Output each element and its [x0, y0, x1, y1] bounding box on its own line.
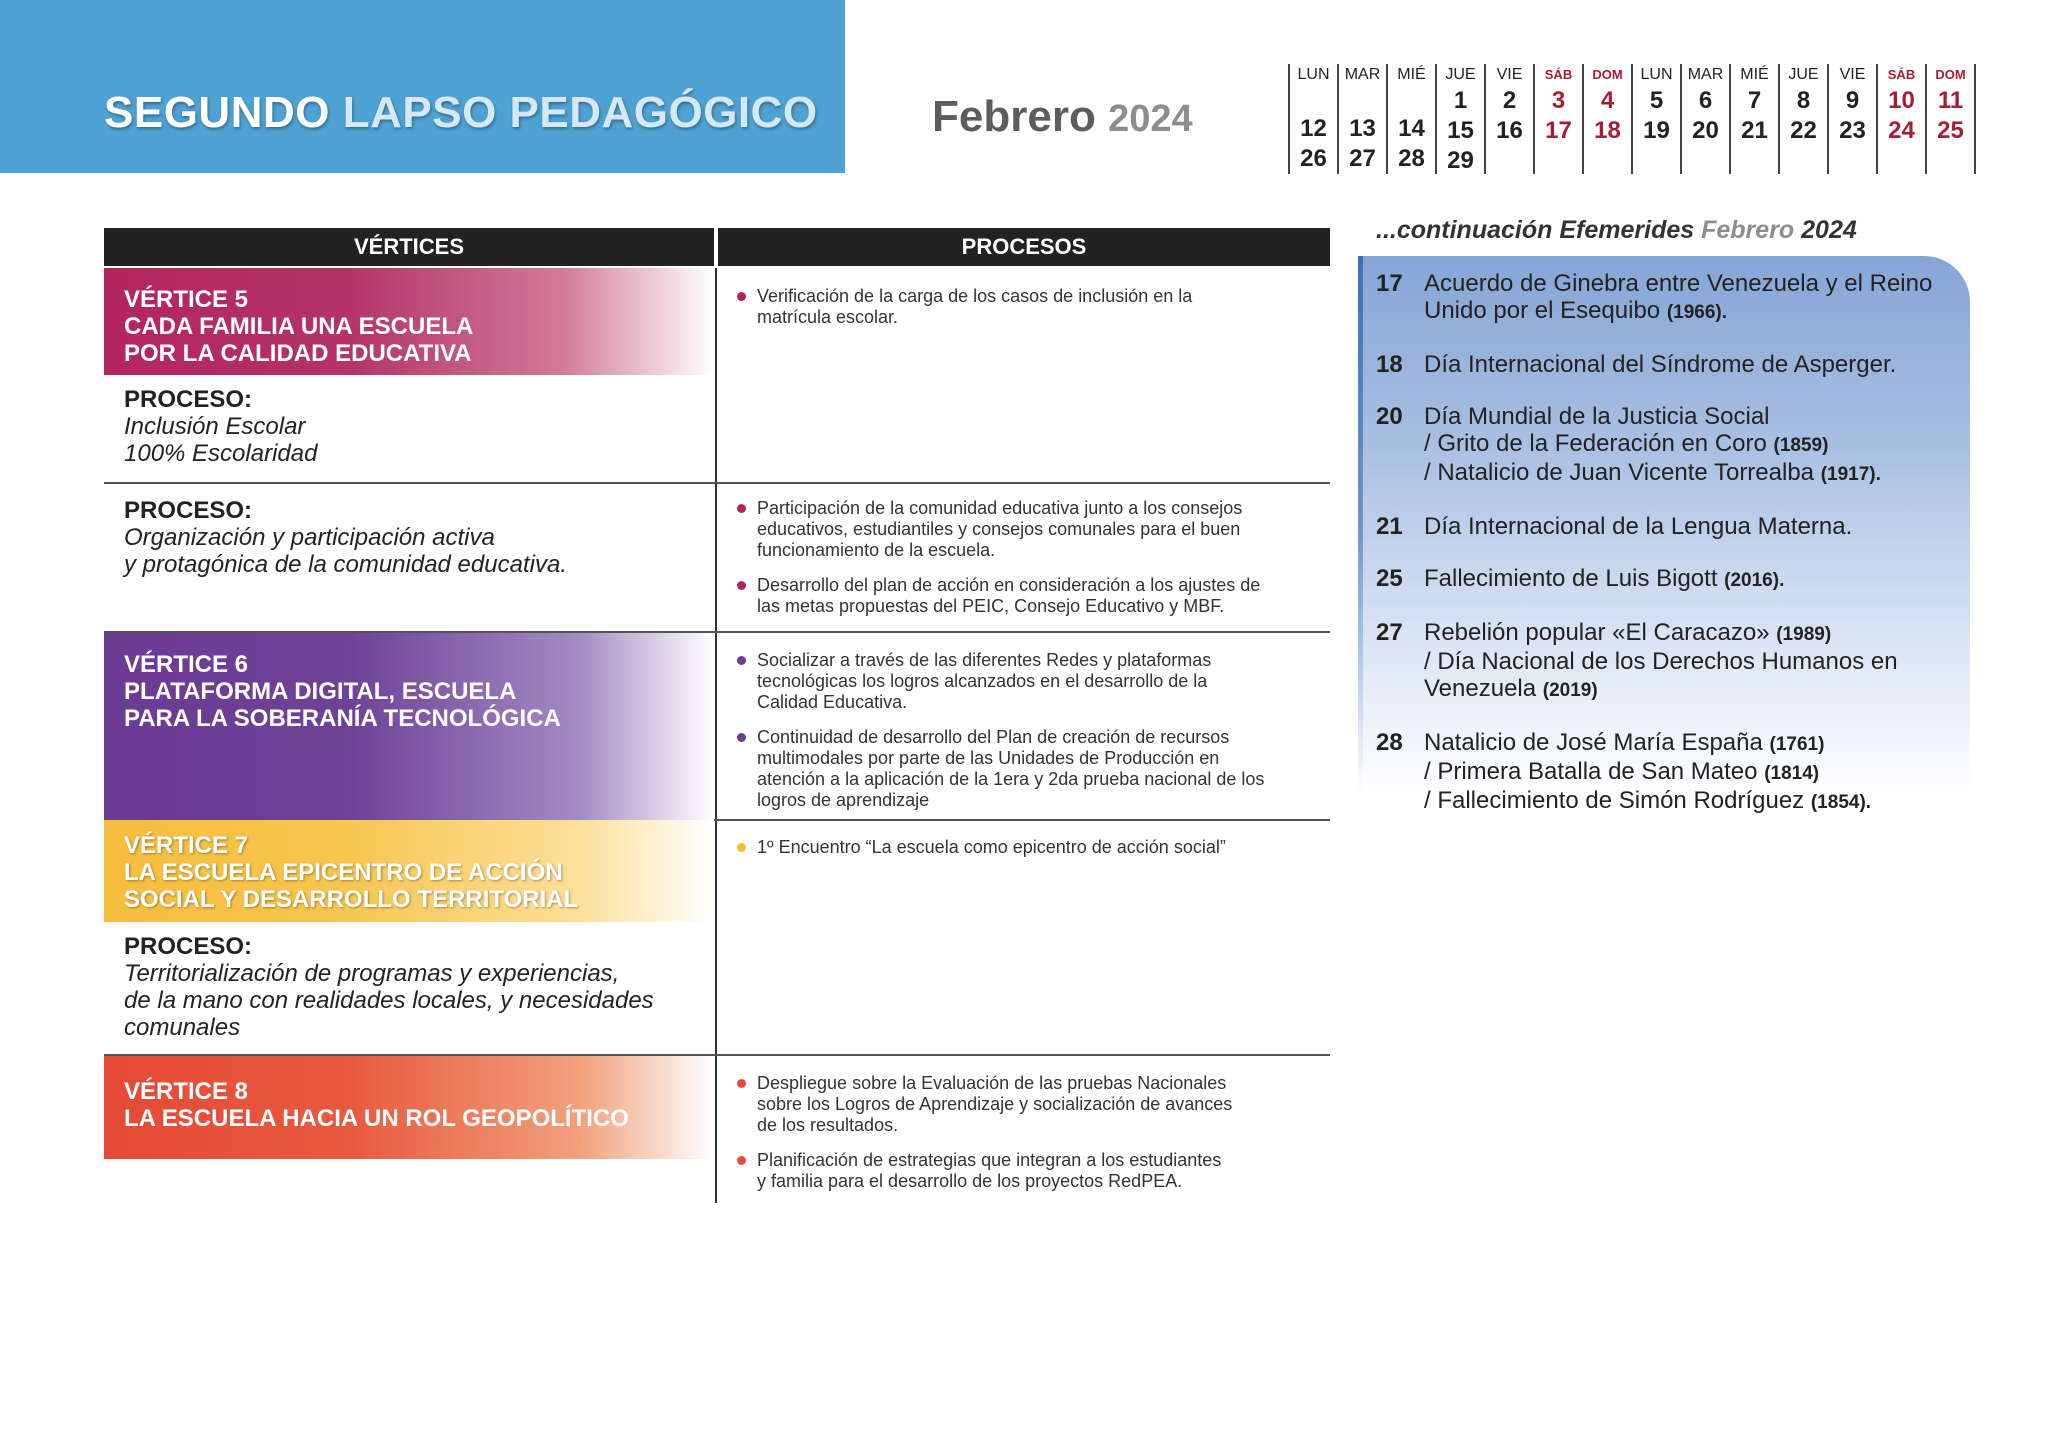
bullet-icon	[737, 504, 746, 513]
calendar-column	[1386, 64, 1435, 174]
proceso-item-line: Participación de la comunidad educativa junto a los consejos	[757, 498, 1243, 518]
calendar-date: 16	[1496, 117, 1523, 144]
calendar-date: 2	[1502, 87, 1517, 114]
proceso-inclusion	[124, 386, 684, 467]
calendar-weekday: DOM	[1935, 67, 1966, 82]
calendar-weekday: MAR	[1344, 66, 1381, 83]
efemeride-year: (1854).	[1810, 792, 1872, 813]
efemeride-entry	[1376, 565, 1966, 594]
calendar-date: 15	[1447, 117, 1474, 144]
proceso-item-line: Socializar a través de las diferentes Redes y plataformas	[757, 650, 1212, 670]
efemeride-line	[1424, 787, 1966, 816]
efemeride-entry	[1376, 403, 1966, 488]
calendar-date: 20	[1692, 117, 1719, 144]
calendar-column	[1288, 64, 1337, 174]
proceso-item-line: matrícula escolar.	[757, 307, 899, 327]
calendar-date: 13	[1349, 115, 1376, 142]
procesos-cell	[735, 498, 1310, 631]
efemeride-text: / Fallecimiento de Simón Rodríguez	[1424, 787, 1805, 814]
vertice-5-title: VÉRTICE 5	[124, 286, 249, 313]
proceso-item-line: Planificación de estrategias que integran a los estudiantes	[757, 1150, 1222, 1170]
proceso-item	[735, 1150, 1310, 1192]
proceso-line: Organización y participación activa	[124, 524, 495, 551]
calendar-column	[1435, 64, 1484, 174]
proceso-line: de la mano con realidades locales, y necesidades	[124, 987, 654, 1014]
efemeride-line	[1424, 351, 1966, 378]
calendar-weekday: MIÉ	[1397, 66, 1426, 83]
calendar-column	[1533, 64, 1582, 174]
calendar-column	[1925, 64, 1976, 174]
calendar-date: 4	[1600, 87, 1615, 114]
page-title	[104, 88, 818, 138]
proceso-item-line: Despliegue sobre la Evaluación de las pruebas Nacionales	[757, 1073, 1227, 1093]
proceso-label: PROCESO:	[124, 386, 253, 413]
efemerides-list	[1376, 270, 1966, 841]
calendar-date: 26	[1300, 145, 1327, 172]
calendar-date: 8	[1796, 87, 1811, 114]
calendar-date: 21	[1741, 117, 1768, 144]
calendar-column	[1337, 64, 1386, 174]
calendar-weekday: MAR	[1687, 66, 1724, 83]
efemeride-line	[1424, 459, 1966, 488]
calendar-weekday: LUN	[1640, 66, 1673, 83]
efemeride-text: / Primera Batalla de San Mateo	[1424, 758, 1758, 785]
header-band	[0, 0, 845, 173]
calendar-weekday: VIE	[1496, 66, 1523, 83]
vertice-7-line1: LA ESCUELA EPICENTRO DE ACCIÓN	[124, 859, 563, 886]
proceso-label: PROCESO:	[124, 933, 253, 960]
proceso-line: Inclusión Escolar	[124, 413, 306, 440]
calendar-date: 7	[1747, 87, 1762, 114]
efemerides-prefix: ...continuación	[1376, 216, 1553, 244]
proceso-item-line: 1º Encuentro “La escuela como epicentro de acción social”	[757, 837, 1226, 857]
bullet-icon	[737, 1079, 746, 1088]
vertice-8-band	[104, 1056, 714, 1159]
efemeride-day: 21	[1376, 513, 1403, 540]
efemeride-line	[1424, 729, 1966, 758]
calendar-date: 1	[1453, 87, 1468, 114]
efemeride-text: Día Mundial de la Justicia Social	[1424, 403, 1770, 430]
calendar-date: 5	[1649, 87, 1664, 114]
proceso-item-line: Calidad Educativa.	[757, 692, 908, 712]
efemeride-year: (1989)	[1776, 624, 1832, 645]
proceso-item-line: tecnológicas los logros alcanzados en el desarrollo de la	[757, 671, 1208, 691]
calendar-date: 10	[1888, 87, 1915, 114]
calendar-date: 29	[1447, 147, 1474, 174]
calendar-date: 14	[1398, 115, 1425, 142]
proceso-item-line: de los resultados.	[757, 1115, 899, 1135]
calendar-column	[1582, 64, 1631, 174]
calendar-column	[1631, 64, 1680, 174]
calendar-weekday: SÁB	[1887, 67, 1916, 82]
efemerides-year: 2024	[1801, 216, 1857, 244]
efemeride-year: (1859)	[1773, 435, 1829, 456]
mini-calendar	[1288, 64, 1976, 174]
efemeride-text: Día Internacional de la Lengua Materna.	[1424, 513, 1853, 540]
efemeride-day: 27	[1376, 619, 1403, 646]
month-title	[932, 92, 1193, 142]
column-header-vertices: VÉRTICES	[104, 228, 714, 266]
bullet-icon	[737, 292, 746, 301]
efemeride-text: / Día Nacional de los Derechos Humanos en	[1424, 648, 1898, 675]
efemeride-day: 18	[1376, 351, 1403, 378]
calendar-date: 23	[1839, 117, 1866, 144]
efemeride-year: (2019)	[1542, 680, 1598, 701]
efemeride-text: Venezuela	[1424, 675, 1537, 702]
proceso-item	[735, 286, 1310, 328]
proceso-item	[735, 498, 1310, 561]
proceso-item-line: sobre los Logros de Aprendizaje y socialización de avances	[757, 1094, 1233, 1114]
calendar-date: 9	[1845, 87, 1860, 114]
proceso-line: y protagónica de la comunidad educativa.	[124, 551, 567, 578]
proceso-item-line: educativos, estudiantiles y consejos comunales para el buen	[757, 519, 1241, 539]
calendar-date: 3	[1551, 87, 1566, 114]
efemerides-month: Febrero	[1701, 216, 1795, 244]
vertice-7-line2: SOCIAL Y DESARROLLO TERRITORIAL	[124, 886, 579, 913]
procesos-cell	[735, 837, 1310, 872]
calendar-date: 11	[1937, 87, 1964, 114]
vertice-5-band	[104, 268, 714, 375]
calendar-weekday: MIÉ	[1740, 66, 1769, 83]
efemeride-day: 17	[1376, 270, 1403, 297]
efemeride-line	[1424, 297, 1966, 326]
efemeride-year: (1966).	[1666, 302, 1728, 323]
efemeride-day: 28	[1376, 729, 1403, 756]
efemeride-year: (1917).	[1820, 464, 1881, 485]
vertice-6-band	[104, 633, 714, 820]
efemeride-text: Rebelión popular «El Caracazo»	[1424, 619, 1770, 646]
calendar-weekday: SÁB	[1544, 67, 1573, 82]
proceso-item-line: las metas propuestas del PEIC, Consejo Educativo y MBF.	[757, 596, 1225, 616]
efemeride-line	[1424, 758, 1966, 787]
efemerides-word: Efemerides	[1559, 216, 1695, 244]
procesos-cell	[735, 650, 1310, 825]
calendar-column	[1778, 64, 1827, 174]
proceso-item-line: Continuidad de desarrollo del Plan de creación de recursos	[757, 727, 1230, 747]
proceso-item	[735, 650, 1310, 713]
proceso-organizacion	[124, 497, 684, 578]
vertice-7-title: VÉRTICE 7	[124, 832, 249, 859]
table-column-divider	[715, 268, 717, 1203]
efemeride-entry	[1376, 619, 1966, 704]
month-name: Febrero	[932, 92, 1096, 141]
calendar-date: 6	[1698, 87, 1713, 114]
efemeride-entry	[1376, 351, 1966, 378]
calendar-date: 12	[1300, 115, 1327, 142]
efemeride-text: Fallecimiento de Luis Bigott	[1424, 565, 1718, 592]
page-title-part1: SEGUNDO	[104, 88, 330, 137]
efemeride-text: / Natalicio de Juan Vicente Torrealba	[1424, 459, 1815, 486]
proceso-item	[735, 575, 1310, 617]
efemeride-entry	[1376, 513, 1966, 540]
efemeride-line	[1424, 648, 1966, 675]
efemeride-line	[1424, 565, 1966, 594]
vertice-5-line2: POR LA CALIDAD EDUCATIVA	[124, 340, 472, 367]
calendar-weekday: JUE	[1788, 66, 1819, 83]
calendar-column	[1729, 64, 1778, 174]
calendar-date: 22	[1790, 117, 1817, 144]
efemeride-line	[1424, 619, 1966, 648]
calendar-date: 17	[1545, 117, 1572, 144]
efemeride-text: Natalicio de José María España	[1424, 729, 1763, 756]
proceso-line: Territorialización de programas y experiencias,	[124, 960, 620, 987]
proceso-line: comunales	[124, 1014, 241, 1041]
vertice-6-line1: PLATAFORMA DIGITAL, ESCUELA	[124, 678, 517, 705]
efemeride-line	[1424, 675, 1966, 704]
bullet-icon	[737, 1156, 746, 1165]
efemeride-text: Acuerdo de Ginebra entre Venezuela y el Reino	[1424, 270, 1933, 297]
proceso-label: PROCESO:	[124, 497, 253, 524]
bullet-icon	[737, 581, 746, 590]
efemeride-day: 20	[1376, 403, 1403, 430]
calendar-date: 19	[1643, 117, 1670, 144]
procesos-cell	[735, 1073, 1310, 1206]
vertice-8-title: VÉRTICE 8	[124, 1078, 249, 1105]
calendar-date: 24	[1888, 117, 1915, 144]
efemeride-text: / Grito de la Federación en Coro	[1424, 430, 1767, 457]
calendar-column	[1484, 64, 1533, 174]
calendar-column	[1827, 64, 1876, 174]
calendar-column	[1680, 64, 1729, 174]
efemeride-year: (2016).	[1724, 570, 1785, 591]
efemeride-text: Día Internacional del Síndrome de Asperger.	[1424, 351, 1897, 378]
vertice-7-band	[104, 820, 714, 922]
proceso-item-line: atención a la aplicación de la 1era y 2da prueba nacional de los	[757, 769, 1265, 789]
vertice-8-line1: LA ESCUELA HACIA UN ROL GEOPOLÍTICO	[124, 1105, 629, 1132]
calendar-date: 27	[1349, 145, 1376, 172]
calendar-weekday: JUE	[1445, 66, 1476, 83]
procesos-cell	[735, 286, 1310, 342]
proceso-territorializacion	[124, 933, 684, 1041]
efemeride-year: (1761)	[1769, 734, 1825, 755]
vertice-6-line2: PARA LA SOBERANÍA TECNOLÓGICA	[124, 705, 561, 732]
efemeride-line	[1424, 430, 1966, 459]
efemeride-text: Unido por el Esequibo	[1424, 297, 1661, 324]
efemeride-line	[1424, 403, 1966, 430]
calendar-date: 25	[1937, 117, 1964, 144]
calendar-weekday: DOM	[1592, 67, 1623, 82]
efemeride-day: 25	[1376, 565, 1403, 592]
efemeride-line	[1424, 513, 1966, 540]
proceso-item	[735, 727, 1310, 811]
efemerides-title	[1376, 216, 1857, 245]
proceso-item-line: y familia para el desarrollo de los proyectos RedPEA.	[757, 1171, 1183, 1191]
vertice-6-title: VÉRTICE 6	[124, 651, 249, 678]
calendar-weekday: VIE	[1839, 66, 1866, 83]
bullet-icon	[737, 656, 746, 665]
proceso-item-line: Desarrollo del plan de acción en consideración a los ajustes de	[757, 575, 1261, 595]
efemeride-line	[1424, 270, 1966, 297]
proceso-item-line: funcionamiento de la escuela.	[757, 540, 996, 560]
calendar-date: 18	[1594, 117, 1621, 144]
proceso-line: 100% Escolaridad	[124, 440, 318, 467]
efemeride-entry	[1376, 729, 1966, 816]
proceso-item-line: multimodales por parte de las Unidades de Producción en	[757, 748, 1220, 768]
efemeride-entry	[1376, 270, 1966, 326]
proceso-item	[735, 1073, 1310, 1136]
calendar-column	[1876, 64, 1925, 174]
bullet-icon	[737, 843, 746, 852]
calendar-weekday: LUN	[1297, 66, 1330, 83]
proceso-item-line: logros de aprendizaje	[757, 790, 930, 810]
row-divider	[104, 482, 1330, 484]
proceso-item	[735, 837, 1310, 858]
calendar-date: 28	[1398, 145, 1425, 172]
bullet-icon	[737, 733, 746, 742]
efemeride-year: (1814)	[1764, 763, 1820, 784]
page-title-part2: LAPSO PEDAGÓGICO	[342, 88, 818, 137]
column-header-procesos: PROCESOS	[718, 228, 1330, 266]
proceso-item-line: Verificación de la carga de los casos de inclusión en la	[757, 286, 1193, 306]
month-year: 2024	[1108, 98, 1193, 140]
vertice-5-line1: CADA FAMILIA UNA ESCUELA	[124, 313, 474, 340]
